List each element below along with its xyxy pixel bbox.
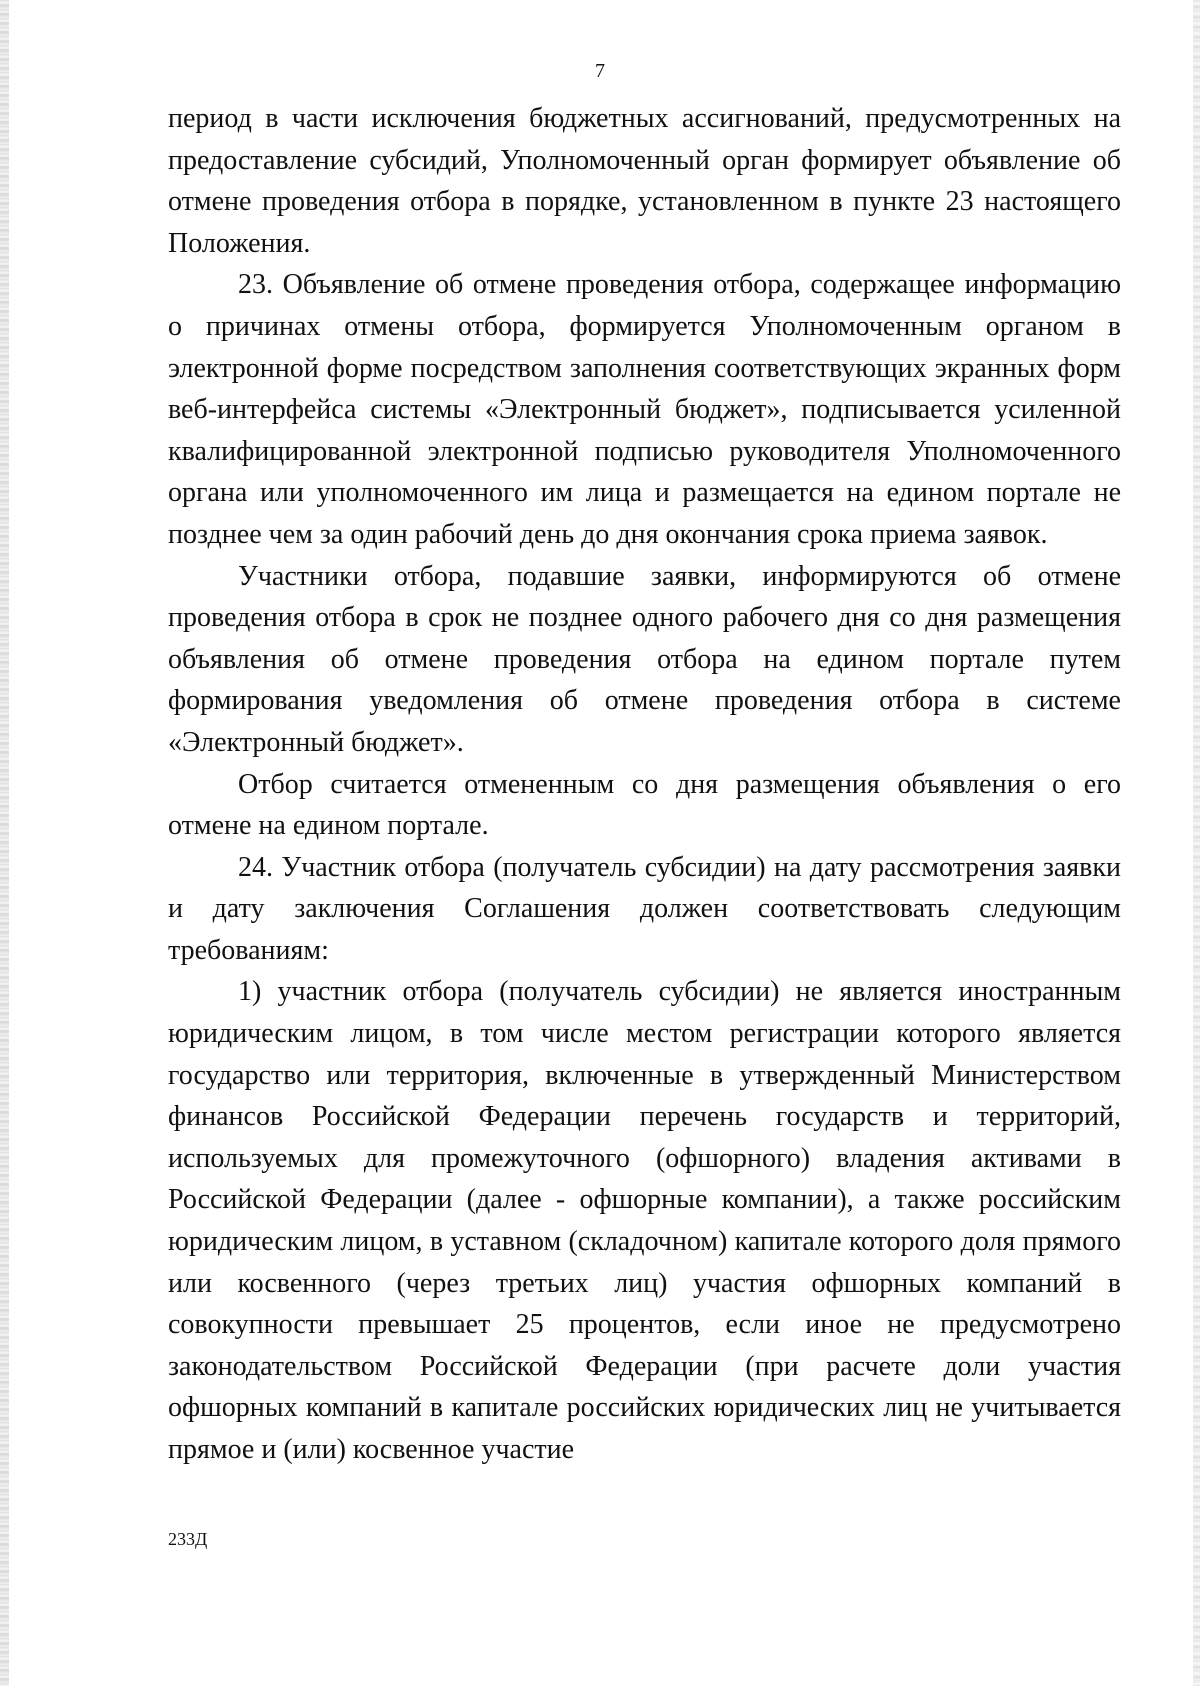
paragraph-selection-cancelled: Отбор считается отмененным со дня размещения объявления о его отмене на едином портале. bbox=[168, 768, 1121, 842]
paragraph-requirement-1: 1) участник отбора (получатель субсидии) не является иностранным юридическим лицом, в том числе местом регистрации которого является государство или территория, включенные в утвержденный Министерством финансов Российской Федерации перечень государств и территорий, используемых для промежуточного (офшорного) владения активами в Российской Федерации (далее - офшорные компании), а также российским юридическим лицом, в уставном (складочном) капитале которого доля прямого или косвенного (через третьих лиц) участия офшорных компаний в совокупности превышает 25 процентов, если иное не предусмотрено законодательством Российской Федерации (при расчете доли участия офшорных компаний в капитале российских юридических лиц не учитывается прямое и (или) косвенное участие bbox=[168, 976, 1121, 1465]
footer-document-code: 233Д bbox=[168, 1529, 208, 1549]
scan-edge-right bbox=[1193, 0, 1200, 1686]
paragraph-item-24: 24. Участник отбора (получатель субсидии) на дату рассмотрения заявки и дату заключения Соглашения должен соответствовать следующим требованиям: bbox=[168, 851, 1121, 966]
paragraph-participants-notice: Участники отбора, подавшие заявки, информируются об отмене проведения отбора в срок не позднее одного рабочего дня со дня размещения объявления об отмене проведения отбора на едином портале путем формирования уведомления об отмене проведения отбора в системе «Электронный бюджет». bbox=[168, 560, 1121, 758]
page-number: 7 bbox=[595, 60, 605, 82]
document-body bbox=[168, 98, 1121, 1471]
paragraph-continuation: период в части исключения бюджетных ассигнований, предусмотренных на предоставление субсидий, Уполномоченный орган формирует объявление об отмене проведения отбора в порядке, установленном в пункте 23 настоящего Положения. bbox=[168, 103, 1121, 259]
scan-edge-left bbox=[0, 0, 9, 1686]
paragraph-item-23: 23. Объявление об отмене проведения отбора, содержащее информацию о причинах отмены отбора, формируется Уполномоченным органом в электронной форме посредством заполнения соответствующих экранных форм веб-интерфейса системы «Электронный бюджет», подписывается усиленной квалифицированной электронной подписью руководителя Уполномоченного органа или уполномоченного им лица и размещается на едином портале не позднее чем за один рабочий день до дня окончания срока приема заявок. bbox=[168, 269, 1121, 550]
